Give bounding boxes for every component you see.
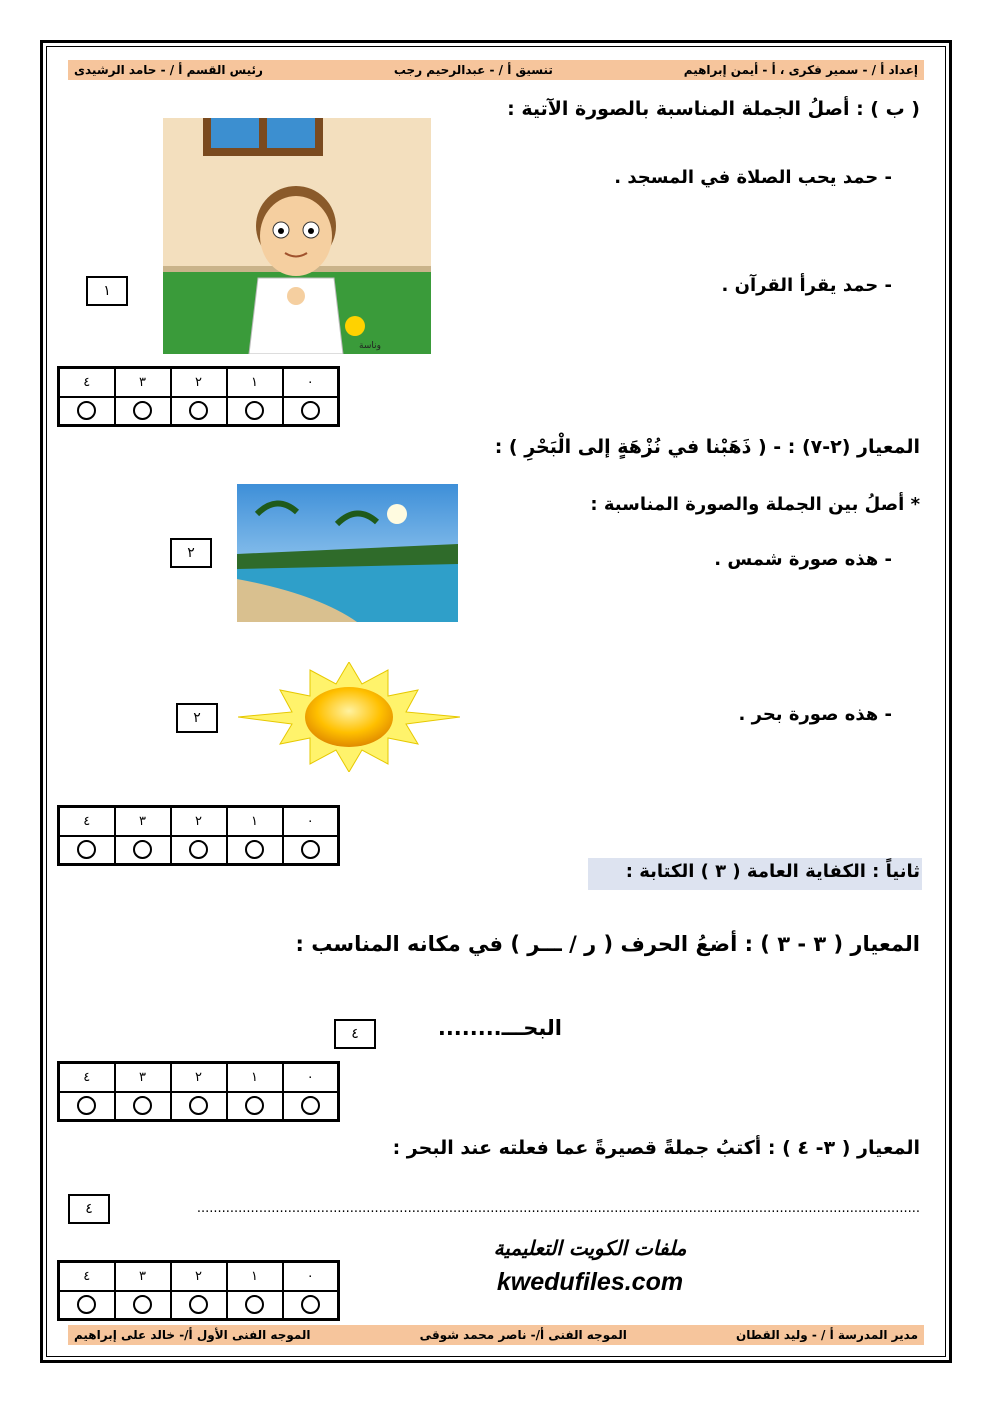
score-label-4: ٤ [59, 807, 115, 836]
footer-bar [68, 1325, 924, 1345]
score-label-3: ٣ [115, 368, 171, 397]
svg-text:وناسة: وناسة [359, 341, 381, 351]
criterion-33-title: المعيار ( ٣ - ٣ ) : أضعُ الحرف ( ر / ـــر ) في مكانه المناسب : [295, 932, 920, 956]
footer-chief: الموجه الفنى الأول أ/- خالد على إبراهيم [74, 1328, 311, 1342]
section-b-sentence-2: - حمد يقرأ القرآن . [721, 275, 892, 296]
score-table-4 [57, 1260, 340, 1321]
section-b-instruction: ( ب ) : أصلُ الجملة المناسبة بالصورة الآتية : [507, 98, 920, 120]
criterion-27-sentence-2: - هذه صورة بحر . [738, 704, 892, 725]
score-label-0: ٠ [283, 807, 339, 836]
score-label-2: ٢ [171, 1063, 227, 1092]
score-circle-4[interactable] [77, 1096, 96, 1115]
score-label-4: ٤ [59, 1063, 115, 1092]
criterion-27-title: المعيار (٢-٧) : - ( ذَهَبْنا في نُزْهَةٍ إلى الْبَحْرِ ) : [494, 436, 920, 458]
beach-image [237, 484, 458, 622]
header-bar [68, 60, 924, 80]
footer-supervisor: الموجه الفنى أ/- ناصر محمد شوقى [419, 1328, 627, 1342]
section-2-title: ثانياً : الكفاية العامة ( ٣ ) الكتابة : [625, 861, 920, 882]
score-circle-3[interactable] [133, 1295, 152, 1314]
score-label-2: ٢ [171, 1262, 227, 1291]
score-table-2 [57, 805, 340, 866]
score-circle-4[interactable] [77, 401, 96, 420]
score-label-2: ٢ [171, 807, 227, 836]
score-label-3: ٣ [115, 1262, 171, 1291]
score-box-27b: ٢ [176, 703, 218, 733]
score-label-1: ١ [227, 1063, 283, 1092]
score-label-1: ١ [227, 368, 283, 397]
score-circle-0[interactable] [301, 840, 320, 859]
answer-line[interactable]: ............................................................................................................................................................................... [196, 1201, 920, 1216]
footer-principal: مدير المدرسة أ / - وليد القطان [736, 1328, 918, 1342]
watermark-arabic: ملفات الكويت التعليمية [493, 1236, 687, 1260]
score-circle-3[interactable] [133, 401, 152, 420]
score-circle-2[interactable] [189, 1096, 208, 1115]
score-label-0: ٠ [283, 1063, 339, 1092]
score-label-1: ١ [227, 807, 283, 836]
score-table-1 [57, 366, 340, 427]
score-box-33: ٤ [334, 1019, 376, 1049]
score-label-4: ٤ [59, 1262, 115, 1291]
score-label-0: ٠ [283, 368, 339, 397]
score-circle-0[interactable] [301, 1096, 320, 1115]
criterion-33-word: البحـــ........ [437, 1016, 562, 1040]
score-label-0: ٠ [283, 1262, 339, 1291]
score-label-2: ٢ [171, 368, 227, 397]
criterion-27-instruction: * أصلُ بين الجملة والصورة المناسبة : [590, 494, 920, 515]
score-circle-4[interactable] [77, 840, 96, 859]
sun-image [238, 662, 460, 772]
score-label-4: ٤ [59, 368, 115, 397]
score-circle-2[interactable] [189, 1295, 208, 1314]
score-circle-0[interactable] [301, 1295, 320, 1314]
score-circle-1[interactable] [245, 1096, 264, 1115]
section-b-sentence-1: - حمد يحب الصلاة في المسجد . [614, 167, 892, 188]
score-circle-3[interactable] [133, 840, 152, 859]
score-circle-0[interactable] [301, 401, 320, 420]
score-circle-4[interactable] [77, 1295, 96, 1314]
header-coord: تنسيق أ / - عبدالرحيم رجب [393, 63, 553, 77]
score-circle-2[interactable] [189, 401, 208, 420]
score-box-27a: ٢ [170, 538, 212, 568]
header-prep: إعداد أ / - سمير فكرى ، أ - أيمن إبراهيم [683, 63, 918, 77]
watermark-url: kwedufiles.com [496, 1268, 684, 1296]
score-circle-3[interactable] [133, 1096, 152, 1115]
score-box-b: ١ [86, 276, 128, 306]
score-circle-1[interactable] [245, 840, 264, 859]
header-head: رئيس القسم أ / - حامد الرشيدى [74, 63, 263, 77]
score-circle-1[interactable] [245, 1295, 264, 1314]
score-label-3: ٣ [115, 1063, 171, 1092]
criterion-34-title: المعيار ( ٣- ٤ ) : أكتبُ جملةً قصيرةً عما فعلته عند البحر : [392, 1137, 920, 1159]
score-table-3 [57, 1061, 340, 1122]
score-circle-2[interactable] [189, 840, 208, 859]
score-box-34: ٤ [68, 1194, 110, 1224]
boy-praying-image [163, 118, 431, 354]
score-circle-1[interactable] [245, 401, 264, 420]
score-label-3: ٣ [115, 807, 171, 836]
criterion-27-sentence-1: - هذه صورة شمس . [714, 549, 892, 570]
score-label-1: ١ [227, 1262, 283, 1291]
